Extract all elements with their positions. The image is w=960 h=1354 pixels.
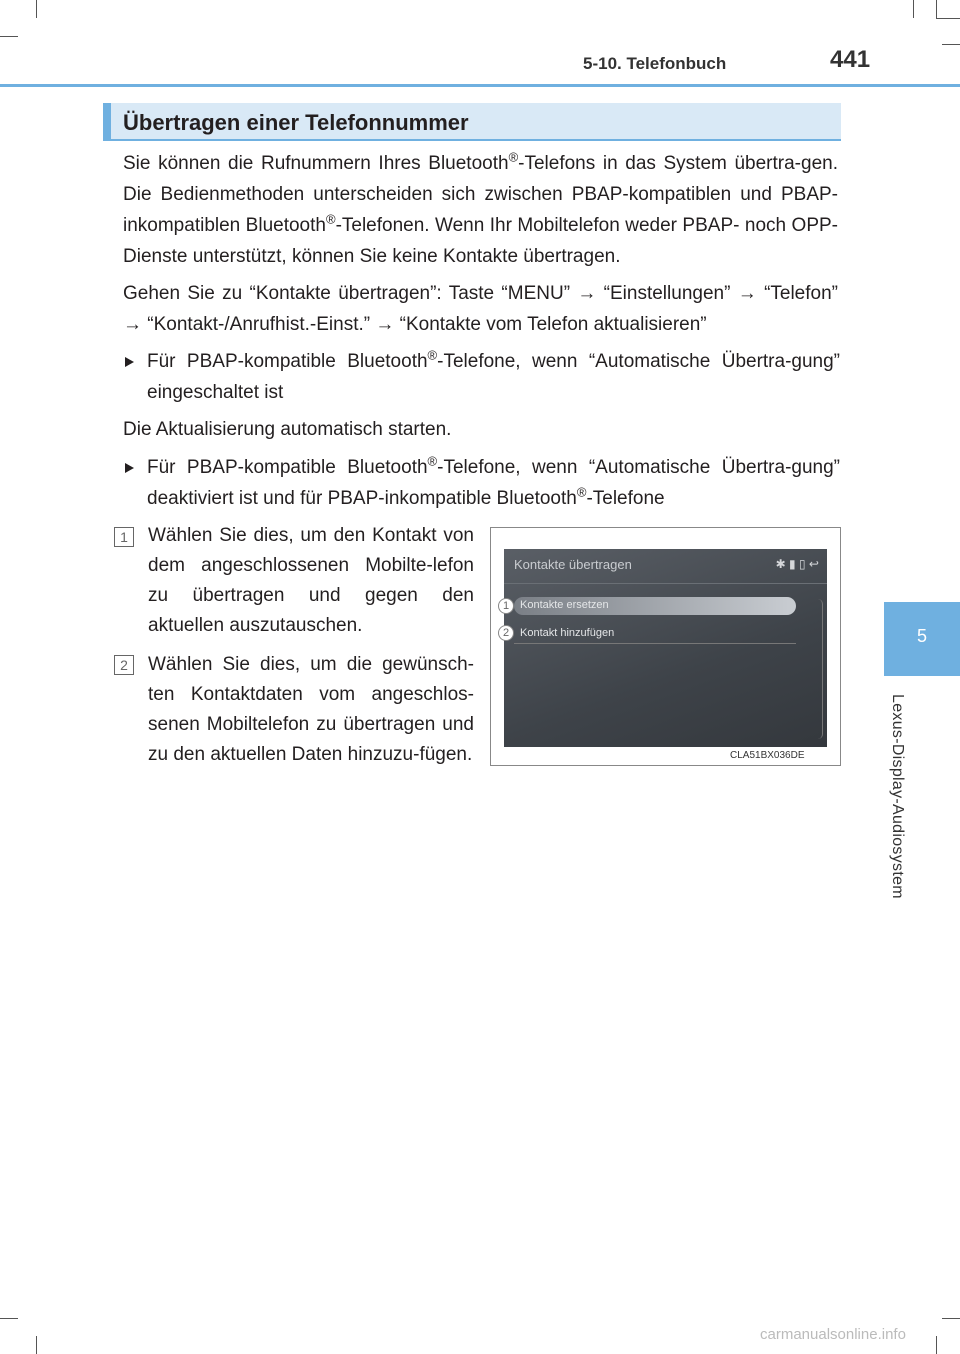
bullet-text (147, 452, 840, 514)
section-heading: Übertragen einer Telefonnummer (123, 110, 469, 135)
bullet-text-part: -Telefone, wenn “Automatische Übertra-gung” eingeschaltet ist (147, 351, 840, 403)
registered-mark: ® (325, 211, 336, 227)
crop-mark (936, 1336, 937, 1354)
watermark-text: carmanualsonline.info (760, 1326, 906, 1343)
section-heading-bar (103, 103, 841, 141)
registered-mark: ® (576, 484, 587, 500)
crop-mark (913, 0, 914, 18)
chapter-side-label: Lexus-Display-Audiosystem (889, 694, 906, 899)
button-label: Kontakte ersetzen (520, 599, 609, 611)
crop-mark (936, 18, 960, 19)
triangle-bullet-icon (125, 463, 134, 473)
replace-contacts-button[interactable] (514, 597, 796, 615)
status-icons: ✱ ▮ ▯ ↩ (775, 557, 819, 571)
add-contact-button[interactable] (514, 625, 796, 644)
triangle-bullet-icon (125, 357, 134, 367)
display-screen (504, 549, 827, 747)
callout-description: Wählen Sie dies, um den Kontakt von dem angeschlossenen Mobilte-lefon zu übertragen und gegen den aktuellen auszutauschen. (148, 525, 474, 636)
bullet-text-part: -Telefone (586, 488, 665, 509)
registered-mark: ® (508, 149, 519, 165)
page-number: 441 (830, 46, 871, 73)
registered-mark: ® (427, 453, 438, 469)
auto-update-note: Die Aktualisierung automatisch starten. (123, 419, 452, 440)
chapter-tab (884, 602, 960, 676)
callout-description: Wählen Sie dies, um die gewünsch-ten Kontaktdaten vom angeschlos-senen Mobiltelefon zu übertragen und zu den aktuellen Daten hinzuzu-fügen. (148, 654, 474, 765)
bullet-text-part: Für PBAP-kompatible Bluetooth (147, 457, 428, 478)
callout-tag: 2 (498, 625, 514, 641)
callout-number: 2 (114, 655, 134, 675)
bullet-text-part: Für PBAP-kompatible Bluetooth (147, 351, 428, 372)
section-heading-accent (103, 103, 111, 141)
callout-number: 1 (114, 527, 134, 547)
crop-mark (942, 44, 960, 45)
bullet-text-part: -Telefone, wenn “Automatische Übertra-gung” deaktiviert ist und für PBAP-inkompatible Bluetooth (147, 457, 840, 509)
chapter-tab-number: 5 (916, 626, 927, 646)
crop-mark (0, 1318, 18, 1319)
bullet-item (125, 452, 840, 514)
bullet-text (147, 346, 840, 408)
scroll-arc (818, 599, 823, 739)
registered-mark: ® (427, 347, 438, 363)
header-rule (0, 84, 960, 87)
intro-text-2: -Telefons in das System übertra-gen. Die Bedienmethoden unterscheiden sich zwischen PBAP-kompatiblen und PBAP-inkompatiblen Bluetooth (123, 153, 838, 236)
intro-text-1: Sie können die Rufnummern Ihres Bluetooth (123, 153, 509, 174)
chapter-title: 5-10. Telefonbuch (583, 54, 727, 73)
intro-paragraph (123, 148, 838, 272)
bullet-item (125, 346, 840, 408)
crop-mark (36, 1336, 37, 1354)
illustration-code: CLA51BX036DE (730, 750, 805, 761)
screen-divider (504, 583, 827, 584)
callout-tag: 1 (498, 598, 514, 614)
menu-path-paragraph: Gehen Sie zu “Kontakte übertragen”: Taste “MENU” → “Einstellungen” → “Telefon” → “Kontakt-/Anrufhist.-Einst.” → “Kontakte vom Telefon aktualisieren” (123, 283, 838, 335)
crop-mark (942, 1318, 960, 1319)
screen-title: Kontakte übertragen (514, 557, 632, 572)
crop-mark (0, 36, 18, 37)
crop-mark (36, 0, 37, 18)
button-label: Kontakt hinzufügen (520, 627, 615, 639)
crop-mark (936, 0, 937, 18)
intro-text-3: -Telefonen. Wenn Ihr Mobiltelefon weder PBAP- noch OPP-Dienste unterstützt, können Sie keine Kontakte übertragen. (123, 215, 838, 267)
